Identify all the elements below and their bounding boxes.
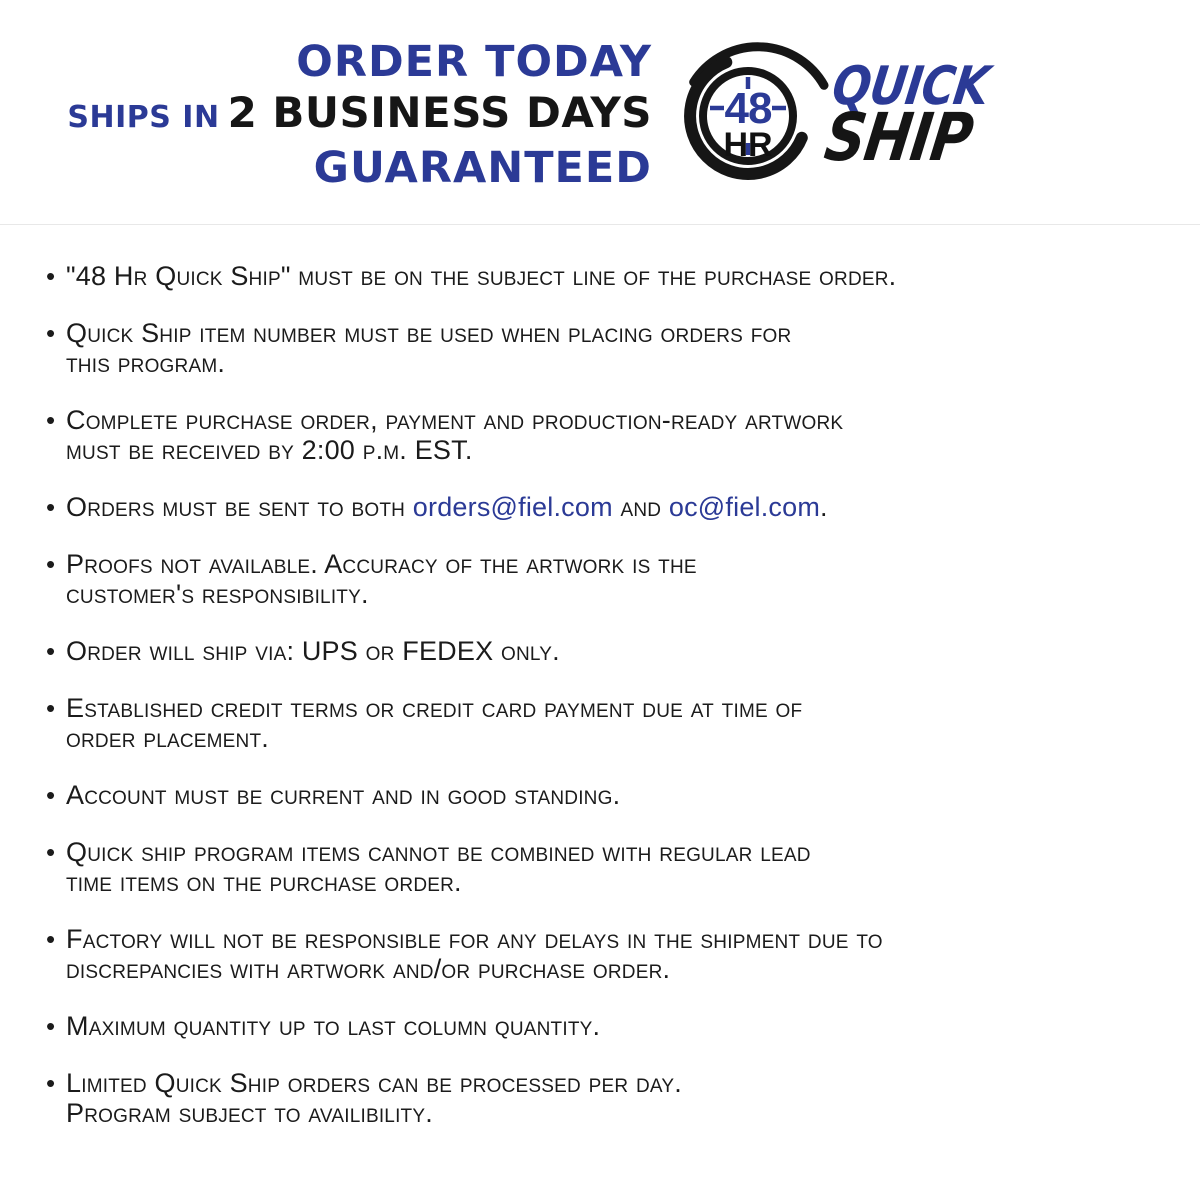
promo-line-ships-in (0, 88, 652, 143)
promo-text-block (0, 36, 652, 193)
email-link[interactable]: orders@fiel.com (412, 492, 613, 522)
text-segment: Orders must be sent to both (66, 492, 413, 522)
text-segment: Factory will not be responsible for any delays in the shipment due to (66, 924, 883, 954)
text-segment: "48 Hr Quick Ship" must be on the subject line of the purchase order. (66, 261, 897, 291)
badge-48-label: 48 (724, 84, 772, 133)
text-segment: Maximum quantity up to last column quantity. (66, 1011, 601, 1041)
list-item-text (66, 492, 1160, 522)
text-segment: Proofs not available. Accuracy of the artwork is the (66, 549, 697, 579)
text-segment: Quick Ship item number must be used when placing orders for (66, 318, 792, 348)
list-item-text (66, 1068, 1160, 1128)
bullet-dot: • (46, 837, 56, 867)
list-item-text (66, 636, 1160, 666)
list-item-text (66, 837, 1160, 897)
promo-line-guaranteed: GUARANTEED (313, 143, 652, 193)
text-segment: . (820, 492, 828, 522)
text-segment: order placement. (66, 723, 269, 753)
list-item (46, 549, 1160, 609)
text-segment: time items on the purchase order. (66, 867, 462, 897)
bullet-dot: • (46, 780, 56, 810)
bullet-dot: • (46, 318, 56, 348)
promo-line-order-today: ORDER TODAY (296, 37, 652, 87)
list-item-text (66, 780, 1160, 810)
bullet-dot: • (46, 549, 56, 579)
hero-banner (0, 0, 1200, 224)
business-days-label: 2 BUSINESS DAYS (227, 88, 652, 137)
list-item (46, 405, 1160, 465)
text-segment: and (612, 492, 669, 522)
list-item (46, 1068, 1160, 1128)
text-segment: discrepancies with artwork and/or purchase order. (66, 954, 671, 984)
bullet-dot: • (46, 261, 56, 291)
list-item (46, 693, 1160, 753)
list-item (46, 318, 1160, 378)
bullet-dot: • (46, 405, 56, 435)
text-segment: Program subject to availibility. (66, 1098, 433, 1128)
text-segment: Limited Quick Ship orders can be processed per day. (66, 1068, 682, 1098)
text-segment: must be received by 2:00 p.m. EST. (66, 435, 473, 465)
wordmark-ship: SHIP (820, 99, 978, 176)
logo-wordmark (820, 56, 993, 176)
list-item (46, 780, 1160, 810)
email-link[interactable]: oc@fiel.com (668, 492, 821, 522)
list-item-text (66, 924, 1160, 984)
ships-in-label: SHIPS IN (67, 100, 220, 135)
bullet-dot: • (46, 924, 56, 954)
bullet-dot: • (46, 492, 56, 522)
text-segment: Order will ship via: UPS or FEDEX only. (66, 636, 560, 666)
list-item (46, 261, 1160, 291)
list-item (46, 636, 1160, 666)
list-item-text (66, 318, 1160, 378)
list-item (46, 837, 1160, 897)
text-segment: customer's responsibility. (66, 579, 369, 609)
list-item (46, 924, 1160, 984)
bullet-dot: • (46, 693, 56, 723)
text-segment: Complete purchase order, payment and production-ready artwork (66, 405, 844, 435)
bullet-dot: • (46, 636, 56, 666)
text-segment: Established credit terms or credit card payment due at time of (66, 693, 803, 723)
wordmark-quick: QUICK (828, 56, 993, 117)
list-item-text (66, 261, 1160, 291)
bullet-dot: • (46, 1011, 56, 1041)
list-item-text (66, 549, 1160, 609)
bullet-dot: • (46, 1068, 56, 1098)
badge-hr-label: HR (723, 126, 773, 164)
list-item (46, 492, 1160, 522)
list-item (46, 1011, 1160, 1041)
text-segment: Quick ship program items cannot be combined with regular lead (66, 837, 811, 867)
text-segment: Account must be current and in good standing. (66, 780, 621, 810)
list-item-text (66, 1011, 1160, 1041)
quick-ship-logo (664, 24, 1019, 200)
text-segment: this program. (66, 348, 226, 378)
terms-list (0, 225, 1200, 1128)
list-item-text (66, 405, 1160, 465)
list-item-text (66, 693, 1160, 753)
